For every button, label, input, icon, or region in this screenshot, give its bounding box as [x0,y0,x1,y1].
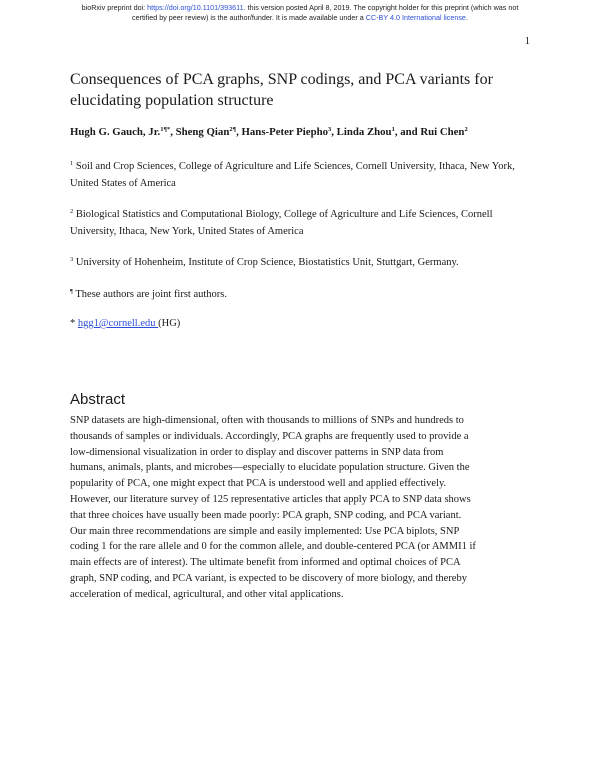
author: Linda Zhou$^1$, and [336,126,421,138]
affiliation-3: $^3$ University of Hohenheim, Institute of Crop Science, Biostatistics Unit, Stuttgart, Germany. [70,256,459,268]
correspondence: * hgg1@cornell.edu (HG) [70,318,181,329]
header-line-1: bioRxiv preprint doi: https://doi.org/10.1101/393611. this version posted April 8, 2019. The copyright holder for this preprint (which was not [81,3,519,12]
preprint-header [50,3,550,22]
author-list [70,126,540,138]
abstract-line: Our main three recommendations are simple and easily implemented: Use PCA biplots, SNP [70,525,460,537]
abstract-line: thousands of samples or individuals. Accordingly, PCA graphs are frequently used to provide a [70,430,469,442]
license-link[interactable]: CC-BY 4.0 International license [365,12,466,22]
abstract-text [70,413,540,603]
doi-link[interactable]: https://doi.org/10.1101/393611 [147,3,244,12]
abstract-line: coding 1 for the rare allele and 0 for the common allele, and double-centered PCA (or AMMI1 if [70,541,476,553]
abstract-line: that three choices have usually been made poorly: PCA graph, SNP coding, and PCA variant. [70,509,462,521]
abstract-line: SNP datasets are high-dimensional, often with thousands to millions of SNPs and hundreds to [70,415,464,426]
abstract-line: humans, animals, plants, and microbes—especially to elucidate population structure. Given the [70,462,470,474]
abstract-line: graph, SNP coding, and PCA variant, is expected to be discovery of more biology, and thereby [70,572,467,584]
paper-title: Consequences of PCA graphs, SNP codings, and PCA variants for elucidating population structure [70,71,493,109]
abstract-line: main effects are of interest). The ultimate benefit from informed and optimal choices of PCA [70,557,461,569]
page-number: 1 [524,36,530,47]
affiliation-1: $^1$ Soil and Crop Sciences, College of Agriculture and Life Sciences, Cornell University, Ithaca, New York, United States of America [70,160,515,189]
author: Hugh G. Gauch, Jr.$^{1\P*}$, [70,126,176,138]
affiliation-2: $^2$ Biological Statistics and Computational Biology, College of Agriculture and Life Sciences, Cornell University, Ithaca, New York, United States of America [70,208,493,237]
joint-authorship-note: ¶ These authors are joint first authors. [70,288,228,300]
abstract-line: acceleration of medical, agricultural, and other vital applications. [70,588,344,600]
header-line-2: certified by peer review) is the author/funder. It is made available under a CC-BY 4.0 International license. [132,12,468,22]
abstract-line: However, our literature survey of 125 representative articles that apply PCA to SNP data shows [70,493,471,505]
abstract-line: low-dimensional visualization in order to display and discover patterns in SNP data from [70,446,444,458]
author: Rui Chen$^2$ [420,126,468,138]
email-link[interactable]: hgg1@cornell.edu [77,318,159,329]
abstract-line: popularity of PCA, one might expect that PCA is understood well and applied effectively. [70,478,447,490]
abstract-heading: Abstract [70,391,126,408]
author: Sheng Qian$^{2\P}$, [175,126,242,138]
author: Hans-Peter Piepho$^3$, [241,126,337,138]
